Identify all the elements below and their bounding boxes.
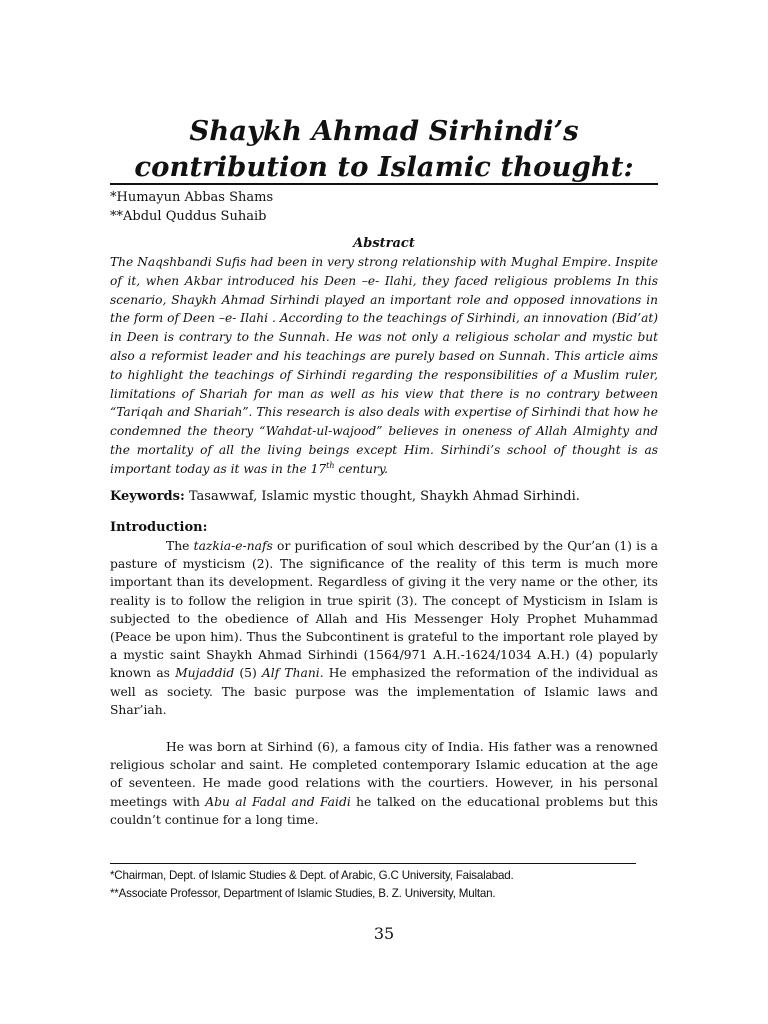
- footnote-1: *Chairman, Dept. of Islamic Studies & Dept. of Arabic, G.C University, Faisalabad.: [110, 869, 514, 882]
- footnotes: [110, 867, 658, 903]
- author-2: **Abdul Quddus Suhaib: [110, 209, 267, 224]
- author-1: *Humayun Abbas Shams: [110, 190, 274, 205]
- abstract-end: century.: [334, 461, 388, 476]
- p2-italic-names: Abu al Fadal and Faidi: [205, 794, 351, 809]
- p1-italic-term-2: Mujaddid: [175, 666, 235, 681]
- p1-text-2: or purification of soul which described by the Qur’an (1) is a pasture of mysticism (2). The significance of the reality of this term is much more important than its development. Regardless of giving it the very name or the other, its reality is to follow the religion in true spirit (3). The concept of Mysticism in Islam is subjected to the obedience of Allah and His Messenger Holy Prophet Muhammad (Peace be upon him). Thus the Subcontinent is grateful to the important role played by a mystic saint Shaykh Ahmad Sirhindi (1564/971 A.H.-1624/1034 A.H.) (4) popularly known as: [110, 539, 658, 681]
- abstract-heading: Abstract: [353, 236, 415, 251]
- p1-text-1: The: [166, 539, 194, 553]
- author-list: [110, 188, 273, 226]
- paper-title: Shaykh Ahmad Sirhindi’s contribution to Islamic thought:: [134, 115, 634, 183]
- p1-text-4: . He emphasized the reformation of the individual as well as society. The basic purpose was the implementation of Islamic laws and Shar’iah.: [110, 666, 658, 717]
- abstract-body: The Naqshbandi Sufis had been in very strong relationship with Mughal Empire. Inspite of it, when Akbar introduced his Deen –e- Ilahi, they faced religious problems In this scenario, Shaykh Ahmad Sirhindi played an important role and opposed innovations in the form of Deen –e- Ilahi . According to the teachings of Sirhindi, an innovation (Bid’at) in Deen is contrary to the Sunnah. He was not only a religious scholar and mystic but also a reformist leader and his teachings are purely based on Sunnah. This article aims to highlight the teachings of Sirhindi regarding the responsibilities of a Muslim ruler, limitations of Shariah for man as well as his view that there is no contrary between “Tariqah and Shariah”. This research is also deals with expertise of Sirhindi that how he condemned the theory “Wahdat-ul-wajood” believes in oneness of Allah Almighty and the mortality of all the living beings except Him. Sirhindi’s school of thought is as important today as it was in the 17: [110, 255, 658, 476]
- abstract-text: [110, 253, 658, 479]
- footnote-divider: [110, 863, 636, 864]
- p1-text-3: (5): [234, 666, 262, 681]
- abstract-ordinal-suffix: th: [326, 460, 335, 470]
- title-underline: [110, 183, 658, 185]
- keywords-label: Keywords:: [110, 489, 185, 504]
- intro-paragraph-2: [110, 738, 658, 829]
- p1-italic-term-3: Alf Thani: [261, 666, 320, 681]
- page-number: 35: [373, 924, 395, 943]
- intro-paragraph-1: [110, 537, 658, 719]
- footnote-2: **Associate Professor, Department of Islamic Studies, B. Z. University, Multan.: [110, 887, 496, 900]
- p2-text-2: he talked on the educational problems but this couldn’t continue for a long time.: [110, 794, 658, 827]
- keywords-line: [110, 488, 658, 506]
- introduction-heading: Introduction:: [110, 520, 208, 535]
- p2-text-1: He was born at Sirhind (6), a famous city of India. His father was a renowned religious scholar and saint. He completed contemporary Islamic education at the age of seventeen. He made good relations with the courtiers. However, in his personal meetings with: [110, 740, 658, 809]
- keywords-text: Tasawwaf, Islamic mystic thought, Shaykh Ahmad Sirhindi.: [184, 489, 580, 504]
- p1-italic-term-1: tazkia-e-nafs: [193, 539, 273, 553]
- paper-page: [110, 0, 658, 1024]
